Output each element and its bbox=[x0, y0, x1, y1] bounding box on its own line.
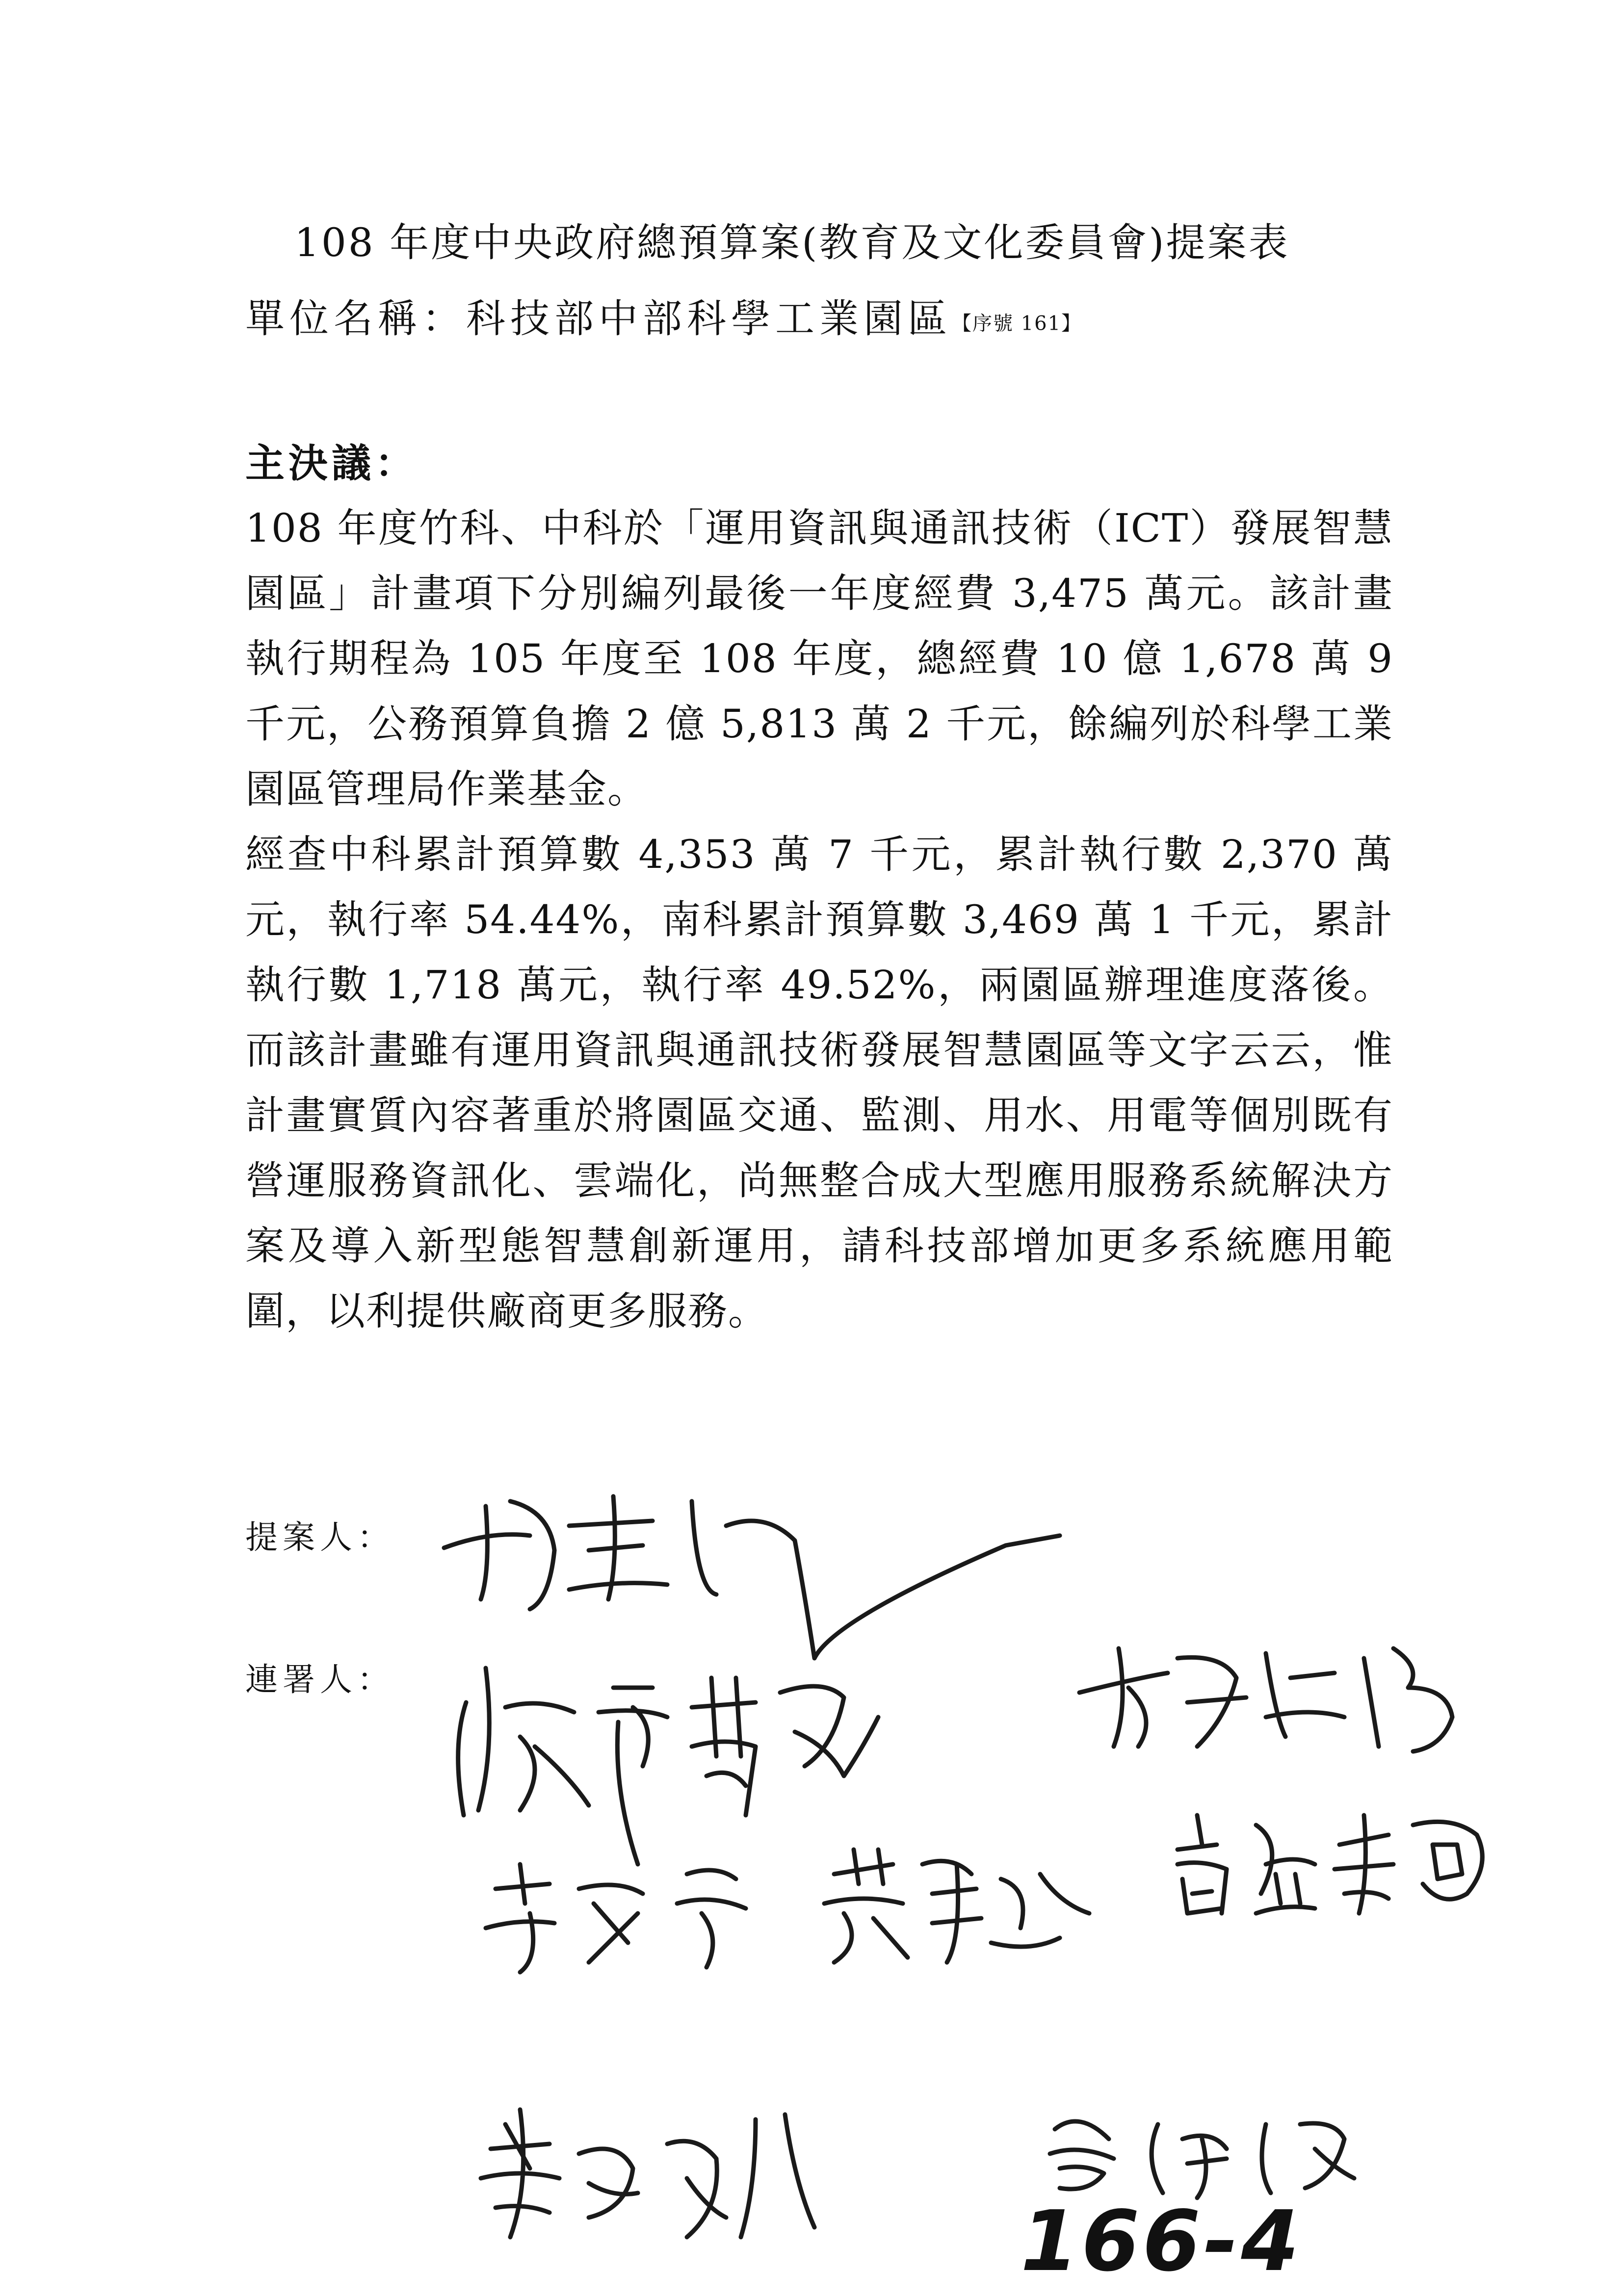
page-number: 166-4 bbox=[1021, 2193, 1302, 2290]
document-title: 108 年度中央政府總預算案(教育及文化委員會)提案表 bbox=[294, 220, 1290, 265]
cosigner-signature-7 bbox=[1050, 2121, 1354, 2198]
cosigner-signature-2 bbox=[1079, 1648, 1452, 1751]
cosigner-signature-3 bbox=[1178, 1815, 1482, 1913]
serial-number: 【序號 161】 bbox=[952, 312, 1082, 335]
unit-name: 單位名稱：科技部中部科學工業園區 bbox=[245, 296, 952, 341]
cosigner-signature-5 bbox=[824, 1850, 1089, 1962]
resolution-paragraph-2: 經查中科累計預算數 4,353 萬 7 千元，累計執行數 2,370 萬元，執行率 54.44%，南科累計預算數 3,469 萬 1 千元，累計執行數 1,718 萬元，執行率 49.52%，兩園區辦理進度落後。而該計畫雖有運用資訊與通訊技術發展智慧園區等文字云云，惟計畫實質內容著重於將園區交通、監測、用水、用電等個別既有營運服務資訊化、雲端化，尚無整合成大型應用服務系統解決方案及導入新型態智慧創新運用，請科技部增加更多系統應用範圍，以利提供廠商更多服務。 bbox=[245, 832, 1393, 1334]
proposer-signature bbox=[444, 1496, 1060, 1658]
cosigner-signature-4 bbox=[486, 1864, 746, 1972]
cosigner-signature-1 bbox=[458, 1668, 878, 1864]
cosigner-label: 連署人： bbox=[245, 1661, 394, 1698]
cosigner-signature-6 bbox=[481, 2110, 814, 2237]
resolution-paragraph-1: 108 年度竹科、中科於「運用資訊與通訊技術（ICT）發展智慧園區」計畫項下分別編列最後一年度經費 3,475 萬元。該計畫執行期程為 105 年度至 108 年度，總經費 10 億 1,678 萬 9 千元，公務預算負擔 2 億 5,813 萬 2 千元，餘編列於科學工業園區管理局作業基金。 bbox=[245, 505, 1393, 812]
proposer-label: 提案人： bbox=[245, 1518, 394, 1556]
resolution-heading: 主決議： bbox=[245, 440, 418, 486]
